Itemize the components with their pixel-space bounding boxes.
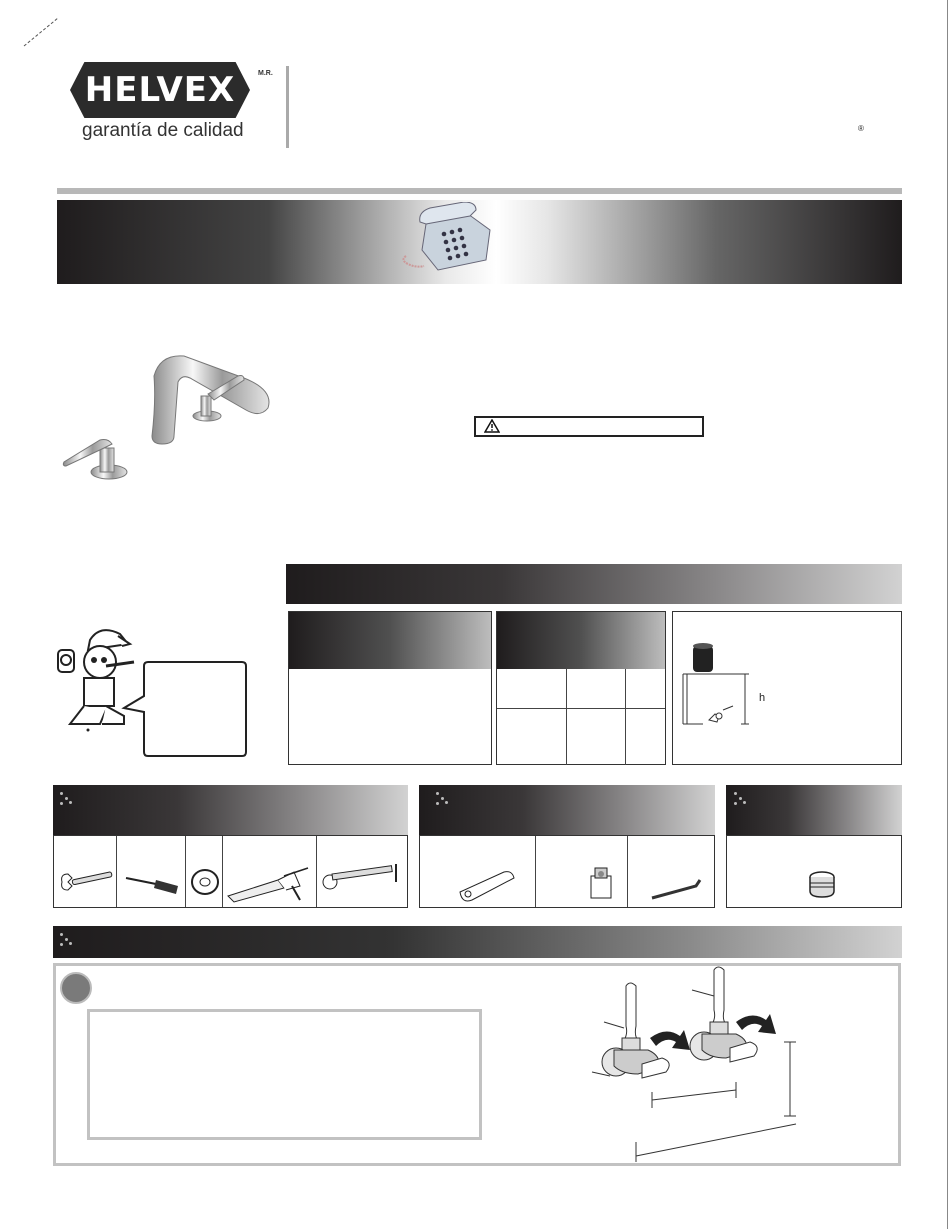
tools-needed-band [53, 785, 408, 835]
spec-diagram-box [672, 611, 902, 765]
basin-wrench-icon [318, 862, 404, 892]
spare-parts-band [726, 785, 902, 835]
bullet-dots-icon [60, 792, 74, 808]
tools-included-band [419, 785, 715, 835]
specs-header-band [286, 564, 902, 604]
installation-height-diagram [673, 612, 901, 764]
shutoff-valves-diagram [586, 966, 822, 1162]
warning-triangle-icon [484, 419, 500, 433]
adjustable-wrench-icon [58, 870, 114, 896]
logo-mark: M.R. [258, 70, 273, 77]
installation-band [53, 926, 902, 958]
spec-table-2 [496, 611, 666, 765]
step-1-text-box [87, 1009, 482, 1140]
spec-table-2-col-line [566, 669, 567, 765]
spec-table-1 [288, 611, 492, 765]
page-border-right [947, 0, 948, 1229]
allen-key-icon [650, 878, 706, 902]
tube-key-icon [454, 866, 518, 902]
caulking-gun-icon [226, 866, 312, 904]
spec-table-2-col-line [625, 669, 626, 765]
spec-table-1-header [289, 612, 491, 669]
teflon-tape-icon [189, 868, 221, 896]
logo-tagline: garantía de calidad [82, 120, 244, 141]
helvex-logo [70, 62, 250, 150]
height-label: h [759, 692, 766, 704]
header-divider [286, 66, 289, 148]
bullet-dots-icon [60, 933, 74, 949]
logo-text: HELVEX [84, 70, 236, 110]
telephone-icon [398, 202, 498, 274]
spec-table-2-row-line [497, 708, 665, 709]
warning-box [474, 416, 704, 437]
step-number-circle [60, 972, 92, 1004]
clip-wrench-icon [585, 864, 619, 902]
header-rule [57, 188, 902, 194]
screwdriver-icon [122, 872, 182, 896]
speech-bubble [118, 660, 250, 760]
bullet-dots-icon [436, 792, 450, 808]
bullet-dots-icon [734, 792, 748, 808]
spec-table-2-header [497, 612, 665, 669]
crop-mark [22, 14, 62, 48]
registered-mark: ® [858, 124, 864, 133]
faucet-product-image [62, 348, 280, 486]
aerator-icon [807, 870, 837, 900]
